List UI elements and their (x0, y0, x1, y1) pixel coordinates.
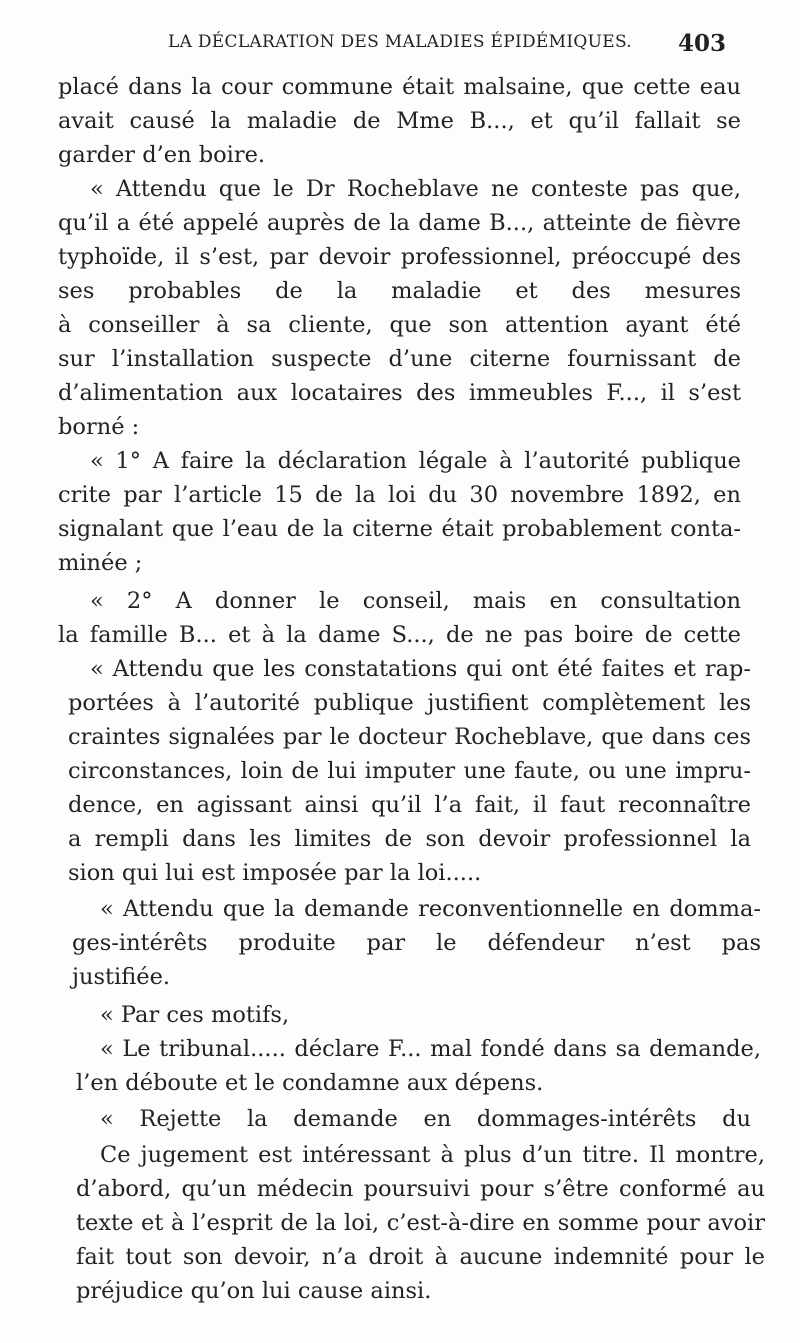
text-line-32: Ce jugement est intéressant à plus d’un titre. Il montre, (100, 1142, 765, 1168)
text-line-31: « Rejette la demande en dommages-intérêts du (100, 1106, 751, 1132)
text-line-14: signalant que l’eau de la citerne était probablement conta- (58, 516, 741, 542)
page-header (0, 32, 800, 62)
text-line-15: minée ; (58, 550, 143, 576)
page-number: 403 (678, 30, 727, 57)
text-line-19: portées à l’autorité publique justifient complètement les (68, 690, 751, 716)
text-line-02: avait causé la maladie de Mme B..., et qu’il fallait se (58, 108, 741, 134)
text-line-06: typhoïde, il s’est, par devoir professionnel, préoccupé des (58, 244, 741, 270)
text-line-29: « Le tribunal..... déclare F... mal fondé dans sa demande, (100, 1036, 761, 1062)
text-line-03: garder d’en boire. (58, 142, 266, 168)
text-line-36: préjudice qu’on lui cause ainsi. (76, 1278, 432, 1304)
text-line-10: d’alimentation aux locataires des immeubles F..., il s’est (58, 380, 741, 406)
text-line-25: « Attendu que la demande reconventionnelle en domma- (100, 896, 761, 922)
text-line-16: « 2° A donner le conseil, mais en consultation (90, 588, 741, 614)
text-line-08: à conseiller à sa cliente, que son attention ayant été (58, 312, 741, 338)
text-line-20: craintes signalées par le docteur Rocheblave, que dans ces (68, 724, 751, 750)
text-line-18: « Attendu que les constatations qui ont été faites et rap- (90, 656, 751, 682)
text-line-28: « Par ces motifs, (100, 1002, 290, 1028)
text-line-30: l’en déboute et le condamne aux dépens. (76, 1070, 544, 1096)
text-line-26: ges-intérêts produite par le défendeur n’est pas (72, 930, 761, 956)
text-line-27: justifiée. (72, 964, 171, 990)
text-line-13: crite par l’article 15 de la loi du 30 novembre 1892, en (58, 482, 741, 508)
text-line-23: a rempli dans les limites de son devoir professionnel la (68, 826, 751, 852)
text-line-01: placé dans la cour commune était malsaine, que cette eau (58, 74, 741, 100)
text-line-05: qu’il a été appelé auprès de la dame B..., atteinte de fièvre (58, 210, 741, 236)
text-line-33: d’abord, qu’un médecin poursuivi pour s’être conformé au (76, 1176, 765, 1202)
text-line-22: dence, en agissant ainsi qu’il l’a fait, il faut reconnaître (68, 792, 751, 818)
text-line-11: borné : (58, 414, 140, 440)
text-line-34: texte et à l’esprit de la loi, c’est-à-dire en somme pour avoir (76, 1210, 765, 1236)
text-line-35: fait tout son devoir, n’a droit à aucune indemnité pour le (76, 1244, 765, 1270)
text-line-07: ses probables de la maladie et des mesures (58, 278, 741, 304)
text-line-21: circonstances, loin de lui imputer une faute, ou une impru- (68, 758, 751, 784)
text-line-24: sion qui lui est imposée par la loi..... (68, 860, 482, 886)
text-line-12: « 1° A faire la déclaration légale à l’autorité publique (90, 448, 741, 474)
text-line-09: sur l’installation suspecte d’une citerne fournissant de (58, 346, 741, 372)
text-line-17: la famille B... et à la dame S..., de ne pas boire de cette (58, 622, 741, 648)
text-line-04: « Attendu que le Dr Rocheblave ne conteste pas que, (90, 176, 741, 202)
running-head: LA DÉCLARATION DES MALADIES ÉPIDÉMIQUES. (168, 32, 632, 52)
